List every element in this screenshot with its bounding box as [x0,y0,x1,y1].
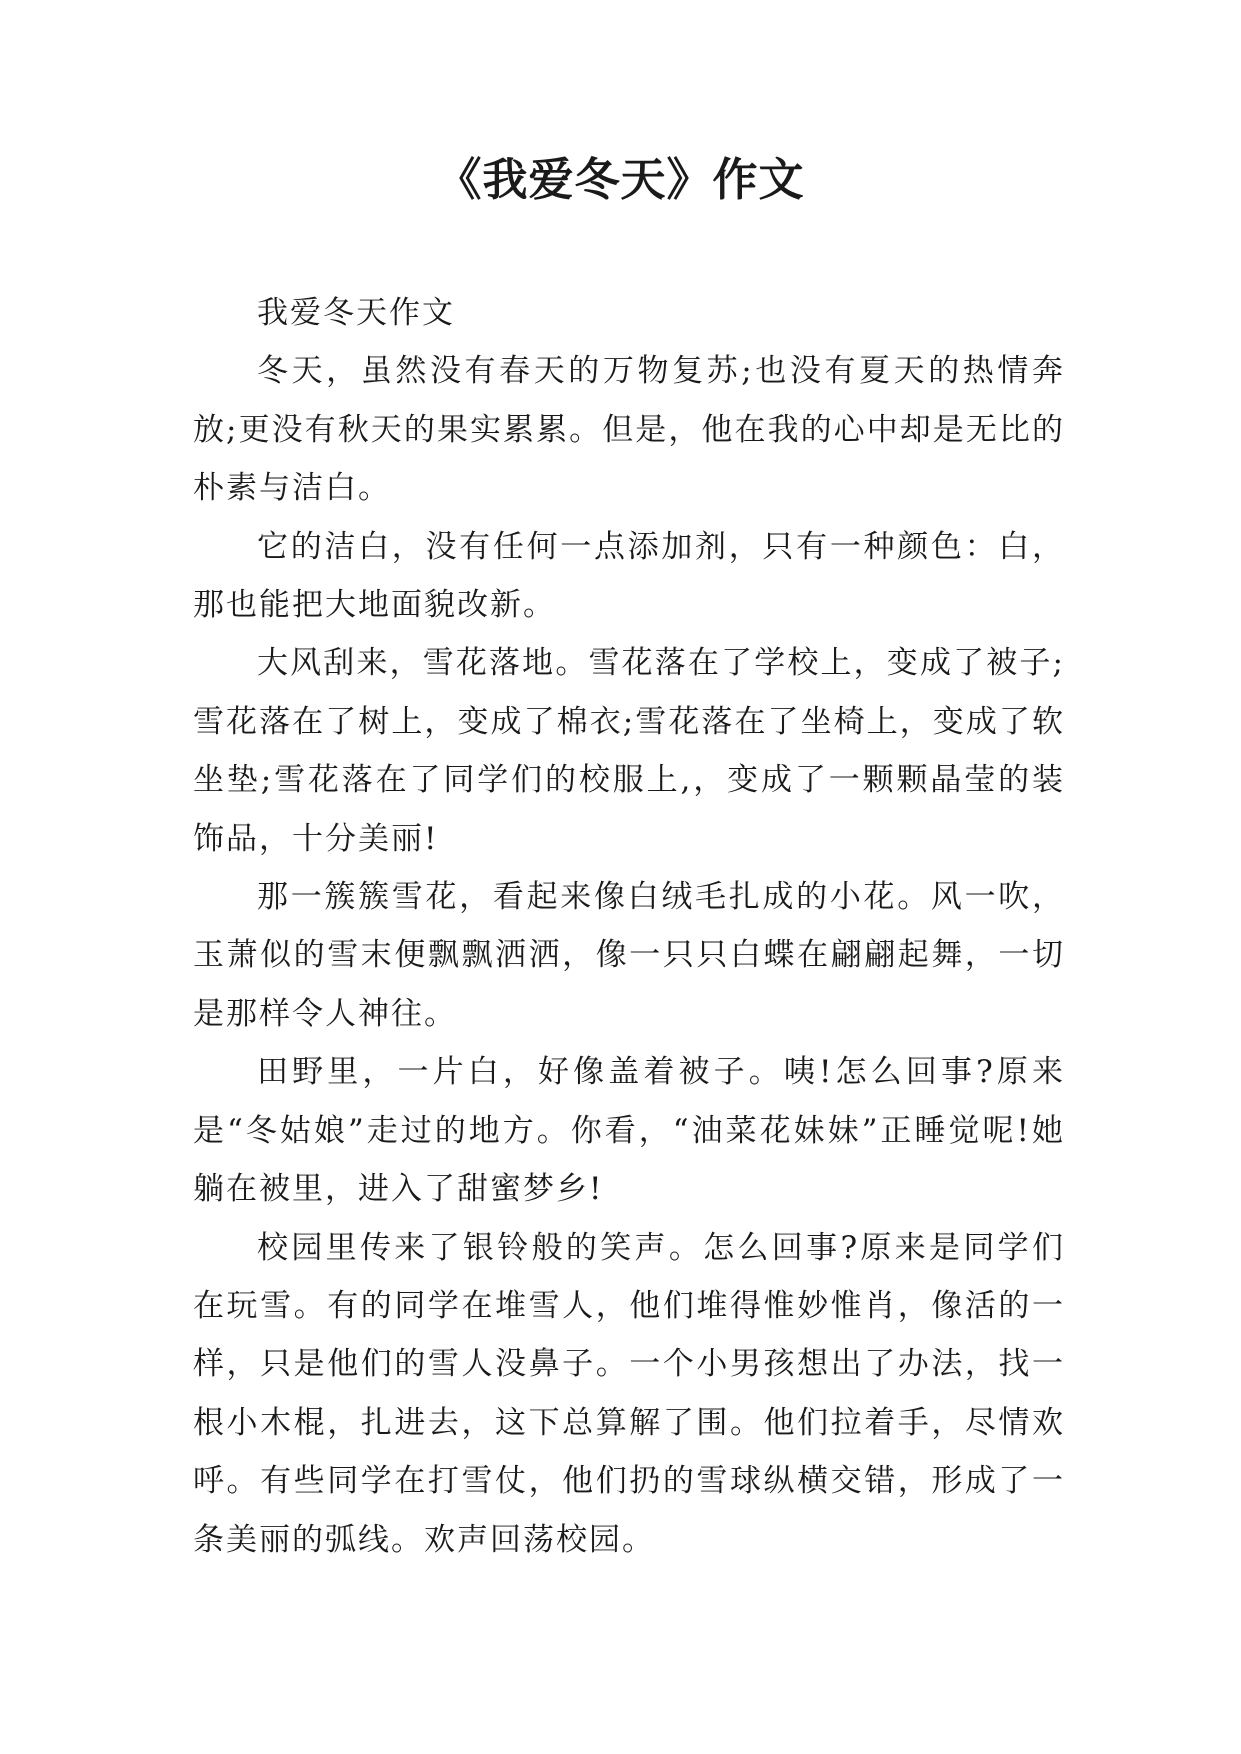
essay-body [193,284,1065,1569]
paragraph: 校园里传来了银铃般的笑声。怎么回事?原来是同学们在玩雪。有的同学在堆雪人，他们堆得惟妙惟肖，像活的一样，只是他们的雪人没鼻子。一个小男孩想出了办法，找一根小木棍，扎进去，这下总算解了围。他们拉着手，尽情欢呼。有些同学在打雪仗，他们扔的雪球纵横交错，形成了一条美丽的弧线。欢声回荡校园。 [193,1229,1065,1558]
essay-heading-paragraph: 我爱冬天作文 [257,295,455,331]
paragraph: 它的洁白，没有任何一点添加剂，只有一种颜色：白，那也能把大地面貌改新。 [193,528,1065,624]
paragraph: 大风刮来，雪花落地。雪花落在了学校上，变成了被子;雪花落在了树上，变成了棉衣;雪花落在了坐椅上，变成了软坐垫;雪花落在了同学们的校服上,，变成了一颗颗晶莹的装饰品，十分美丽! [193,645,1065,857]
page-title: 《我爱冬天》作文 [436,153,805,206]
paragraph: 那一簇簇雪花，看起来像白绒毛扎成的小花。风一吹，玉萧似的雪末便飘飘洒洒，像一只只白蝶在翩翩起舞，一切是那样令人神往。 [193,879,1065,1032]
paragraph: 冬天，虽然没有春天的万物复苏;也没有夏天的热情奔放;更没有秋天的果实累累。但是，他在我的心中却是无比的朴素与洁白。 [193,353,1065,507]
paragraph: 田野里，一片白，好像盖着被子。咦!怎么回事?原来是“冬姑娘”走过的地方。你看，“油菜花妹妹”正睡觉呢!她躺在被里，进入了甜蜜梦乡! [193,1054,1065,1208]
